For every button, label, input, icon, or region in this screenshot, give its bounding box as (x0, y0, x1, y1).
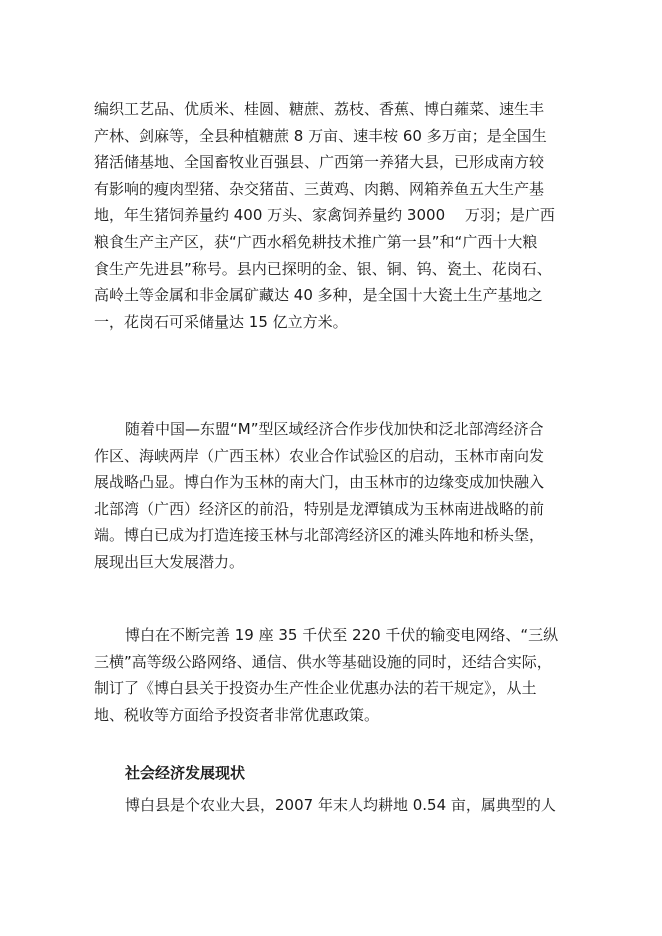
text-line: 作区、海峡两岸（广西玉林）农业合作试验区的启动，玉林市南向发 (94, 446, 545, 465)
section-heading: 社会经济发展现状 (125, 764, 246, 782)
text-line: 端。博白已成为打造连接玉林与北部湾经济区的滩头阵地和桥头堡， (94, 526, 545, 545)
text-line: 编织工艺品、优质米、桂圆、糖蔗、荔枝、香蕉、博白蕹菜、速生丰 (94, 100, 545, 118)
text-line: 北部湾（广西）经济区的前沿，特别是龙潭镇成为玉林南进战略的前 (94, 499, 545, 518)
text-line: 展现出巨大发展潜力。 (94, 552, 245, 571)
text-line: 猪活储基地、全国畜牧业百强县、广西第一养猪大县，已形成南方较 (94, 153, 545, 172)
text-line: 产林、剑麻等，全县种植糖蔗 8 万亩、速丰桉 60 多万亩；是全国生 (94, 126, 547, 145)
text-line: 地、税收等方面给予投资者非常优惠政策。 (94, 705, 380, 724)
text-line: 三横”高等级公路网络、通信、供水等基础设施的同时，还结合实际， (94, 652, 552, 671)
text-line: 有影响的瘦肉型猪、杂交猪苗、三黄鸡、肉鹅、网箱养鱼五大生产基 (94, 179, 545, 198)
paragraph-resources (94, 96, 574, 335)
text-line: 展战略凸显。博白作为玉林的南大门，由玉林市的边缘变成加快融入 (94, 473, 545, 492)
text-line: 博白县是个农业大县，2007 年末人均耕地 0.54 亩，属典型的人 (125, 796, 556, 814)
text-line: 博白在不断完善 19 座 35 千伏至 220 千伏的输变电网络、“三纵 (125, 626, 559, 644)
text-line: 地，年生猪饲养量约 400 万头、家禽饲养量约 3000 万羽；是广西 (94, 206, 555, 225)
text-line: 粮食生产主产区，获“广西水稻免耕技术推广第一县”和“广西十大粮 (94, 232, 538, 251)
text-line: 食生产先进县”称号。县内已探明的金、银、铜、钨、瓷土、花岗石、 (94, 259, 552, 278)
paragraph-infrastructure (94, 622, 574, 728)
text-line: 制订了《博白县关于投资办生产性企业优惠办法的若干规定》，从土 (94, 679, 537, 698)
text-line: 随着中国—东盟“M”型区域经济合作步伐加快和泛北部湾经济合 (125, 420, 544, 438)
text-line: 一，花岗石可采储量达 15 亿立方米。 (94, 312, 348, 331)
paragraph-economy (94, 792, 574, 819)
paragraph-strategy (94, 416, 574, 576)
text-line: 高岭土等金属和非金属矿藏达 40 多种，是全国十大瓷土生产基地之 (94, 286, 543, 305)
